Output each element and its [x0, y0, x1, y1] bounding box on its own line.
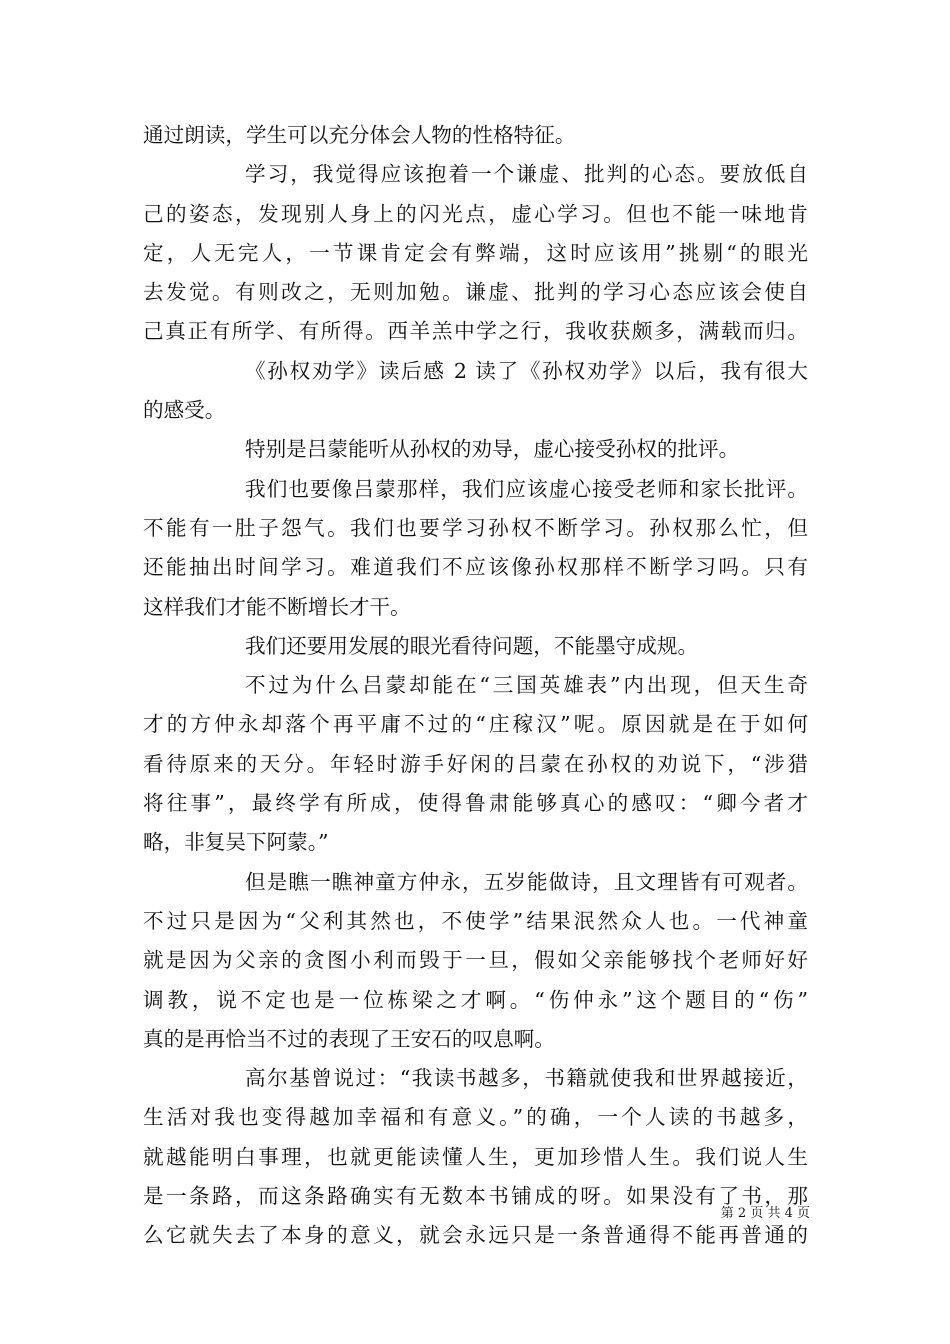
body-text [143, 116, 808, 1256]
text-line: 去发觉。有则改之，无则加勉。谦虚、批判的学习心态应该会使自 [143, 280, 808, 305]
text-line: 不能有一肚子怨气。我们也要学习孙权不断学习。孙权那么忙，但 [143, 515, 808, 540]
text-line: 调教，说不定也是一位栋梁之才啊。“伤仲永”这个题目的“伤” [143, 987, 808, 1012]
text-line: 的感受。 [143, 398, 226, 423]
text-line: 不过只是因为“父利其然也，不使学”结果泯然众人也。一代神童 [143, 908, 808, 933]
text-line: 还能抽出时间学习。难道我们不应该像孙权那样不断学习吗。只有 [143, 555, 808, 580]
text-line: 己真正有所学、有所得。西羊羔中学之行，我收获颇多，满载而归。 [143, 319, 808, 344]
text-line: 通过朗读，学生可以充分体会人物的性格特征。 [143, 123, 576, 147]
text-line: 是一条路，而这条路确实有无数本书铺成的呀。如果没有了书，那 [143, 1184, 808, 1209]
text-line: 真的是再恰当不过的表现了王安石的叹息啊。 [143, 1026, 555, 1051]
text-line: 生活对我也变得越加幸福和有意义。”的确，一个人读的书越多， [143, 1105, 808, 1130]
text-line: 己的姿态，发现别人身上的闪光点，虚心学习。但也不能一味地肯 [143, 201, 808, 226]
text-line: 就越能明白事理，也就更能读懂人生，更加珍惜人生。我们说人生 [143, 1144, 808, 1169]
text-line: 这样我们才能不断增长才干。 [143, 594, 411, 619]
text-line: 高尔基曾说过：“我读书越多，书籍就使我和世界越接近， [245, 1066, 808, 1091]
text-line: 但是瞧一瞧神童方仲永，五岁能做诗，且文理皆有可观者。 [245, 869, 808, 894]
text-line: 么它就失去了本身的意义，就会永远只是一条普通得不能再普通的 [143, 1223, 808, 1248]
text-line: 不过为什么吕蒙却能在“三国英雄表”内出现，但天生奇 [245, 673, 808, 698]
text-line: 我们还要用发展的眼光看待问题，不能墨守成规。 [245, 633, 699, 658]
page-footer: 第 2 页 共 4 页 [720, 1206, 810, 1221]
text-line: 学习，我觉得应该抱着一个谦虚、批判的心态。要放低自 [245, 162, 808, 187]
text-line: 才的方仲永却落个再平庸不过的“庄稼汉”呢。原因就是在于如何 [143, 712, 808, 737]
text-line: 将往事”，最终学有所成，使得鲁肃能够真心的感叹：“卿今者才 [143, 791, 808, 816]
text-line: 定，人无完人，一节课肯定会有弊端，这时应该用”挑剔“的眼光 [143, 240, 808, 265]
text-line: 我们也要像吕蒙那样，我们应该虚心接受老师和家长批评。 [245, 476, 808, 501]
text-line: 看待原来的天分。年轻时游手好闲的吕蒙在孙权的劝说下，“涉猎 [143, 751, 808, 776]
text-line: 就是因为父亲的贪图小利而毁于一旦，假如父亲能够找个老师好好 [143, 948, 808, 973]
text-line: 略，非复吴下阿蒙。” [143, 830, 329, 855]
text-line: 《孙权劝学》读后感 2 读了《孙权劝学》以后，我有很大 [245, 358, 808, 383]
text-line: 特别是吕蒙能听从孙权的劝导，虚心接受孙权的批评。 [245, 437, 740, 462]
